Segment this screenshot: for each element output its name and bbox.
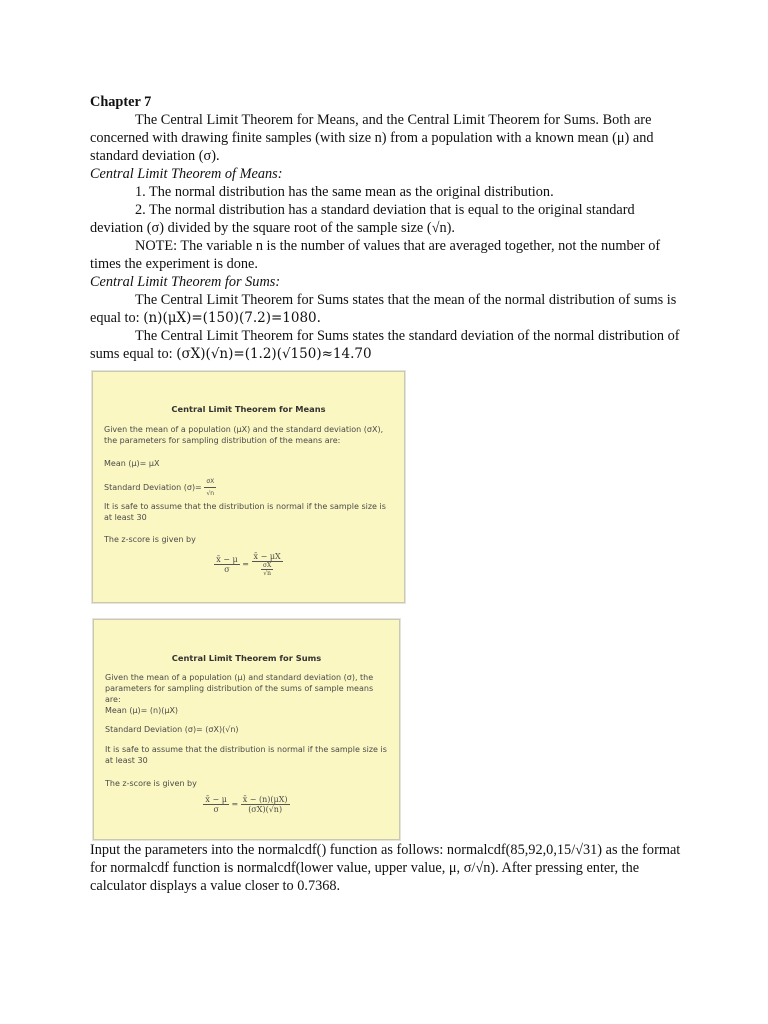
- clt-sums-figure: [93, 619, 400, 840]
- conclusion-paragraph: Input the parameters into the normalcdf() function as follows: normalcdf(85,92,0,15/√31) as the format for normalcdf function is normalcdf(lower value, upper value, μ, σ/√n). After pressing enter, the calculator displays a value closer to 0.7368.: [90, 842, 681, 894]
- clt-means-z: The z-score is given by: [104, 535, 196, 544]
- clt-sums-sd: Standard Deviation (σ)= (σX)(√n): [105, 725, 239, 734]
- chapter-heading: Chapter 7: [90, 94, 152, 110]
- sums-mean-formula: (n)(μX)=(150)(7.2)=1080.: [143, 310, 321, 326]
- body-text: [90, 93, 680, 363]
- clt-means-given: Given the mean of a population (μX) and the standard deviation (σX), the parameters for sampling distribution of the means are:: [104, 425, 384, 445]
- clt-sums-safe: It is safe to assume that the distribution is normal if the sample size is at least 30: [105, 745, 387, 765]
- sums-sd-text: The Central Limit Theorem for Sums states the standard deviation of the normal distribution of sums equal to:: [90, 328, 680, 362]
- means-point-1: 1. The normal distribution has the same mean as the original distribution.: [135, 184, 554, 200]
- means-point-2: 2. The normal distribution has a standard deviation that is equal to the original standard deviation (σ) divided by the square root of the sample size (√n).: [90, 202, 635, 236]
- clt-sums-z: The z-score is given by: [105, 779, 197, 788]
- clt-sums-z-formula: $\frac{x̄ - \mu}{\sigma}$ = $\frac{x̄ - (n)(\mu X)}{(\sigma X)(√n)}$: [205, 795, 288, 814]
- intro-paragraph: The Central Limit Theorem for Means, and the Central Limit Theorem for Sums. Both are concerned with drawing finite samples (with size n) from a population with a known mean (μ) and standard deviation (σ).: [90, 112, 654, 164]
- sums-mean-text: The Central Limit Theorem for Sums states that the mean of the normal distribution of sums is equal to:: [90, 292, 677, 326]
- clt-means-sd-label: Standard Deviation (σ)=: [104, 483, 202, 492]
- clt-means-mean: Mean (μ)= μX: [104, 459, 160, 468]
- clt-means-sd: [104, 476, 394, 499]
- means-note: NOTE: The variable n is the number of values that are averaged together, not the number of times the experiment is done.: [90, 238, 661, 272]
- sums-heading: Central Limit Theorem for Sums:: [90, 274, 281, 290]
- clt-sums-title: Central Limit Theorem for Sums: [171, 653, 322, 663]
- clt-means-figure: [92, 371, 405, 603]
- sums-mean-paragraph: [90, 291, 680, 327]
- clt-means-safe: It is safe to assume that the distribution is normal if the sample size is at least 30: [104, 502, 386, 522]
- clt-means-title: Central Limit Theorem for Means: [171, 404, 326, 414]
- clt-sums-mean: Mean (μ)= (n)(μX): [105, 706, 179, 715]
- conclusion-text: [90, 841, 690, 895]
- sums-sd-paragraph: [90, 327, 680, 363]
- clt-means-z-formula: $\frac{x̄ - \mu}{\sigma}$ = $\frac{x̄ - \mu X}{\frac{\sigma X}{√n}}$: [216, 552, 281, 577]
- clt-means-sd-fraction: $\frac{\sigma X}{√n}$: [206, 478, 215, 497]
- means-heading: Central Limit Theorem of Means:: [90, 166, 283, 182]
- sums-sd-formula: (σX)(√n)=(1.2)(√150)≈14.70: [176, 346, 372, 362]
- clt-sums-given: Given the mean of a population (μ) and standard deviation (σ), the parameters for sampling distribution of the sums of sample means are:: [105, 673, 374, 704]
